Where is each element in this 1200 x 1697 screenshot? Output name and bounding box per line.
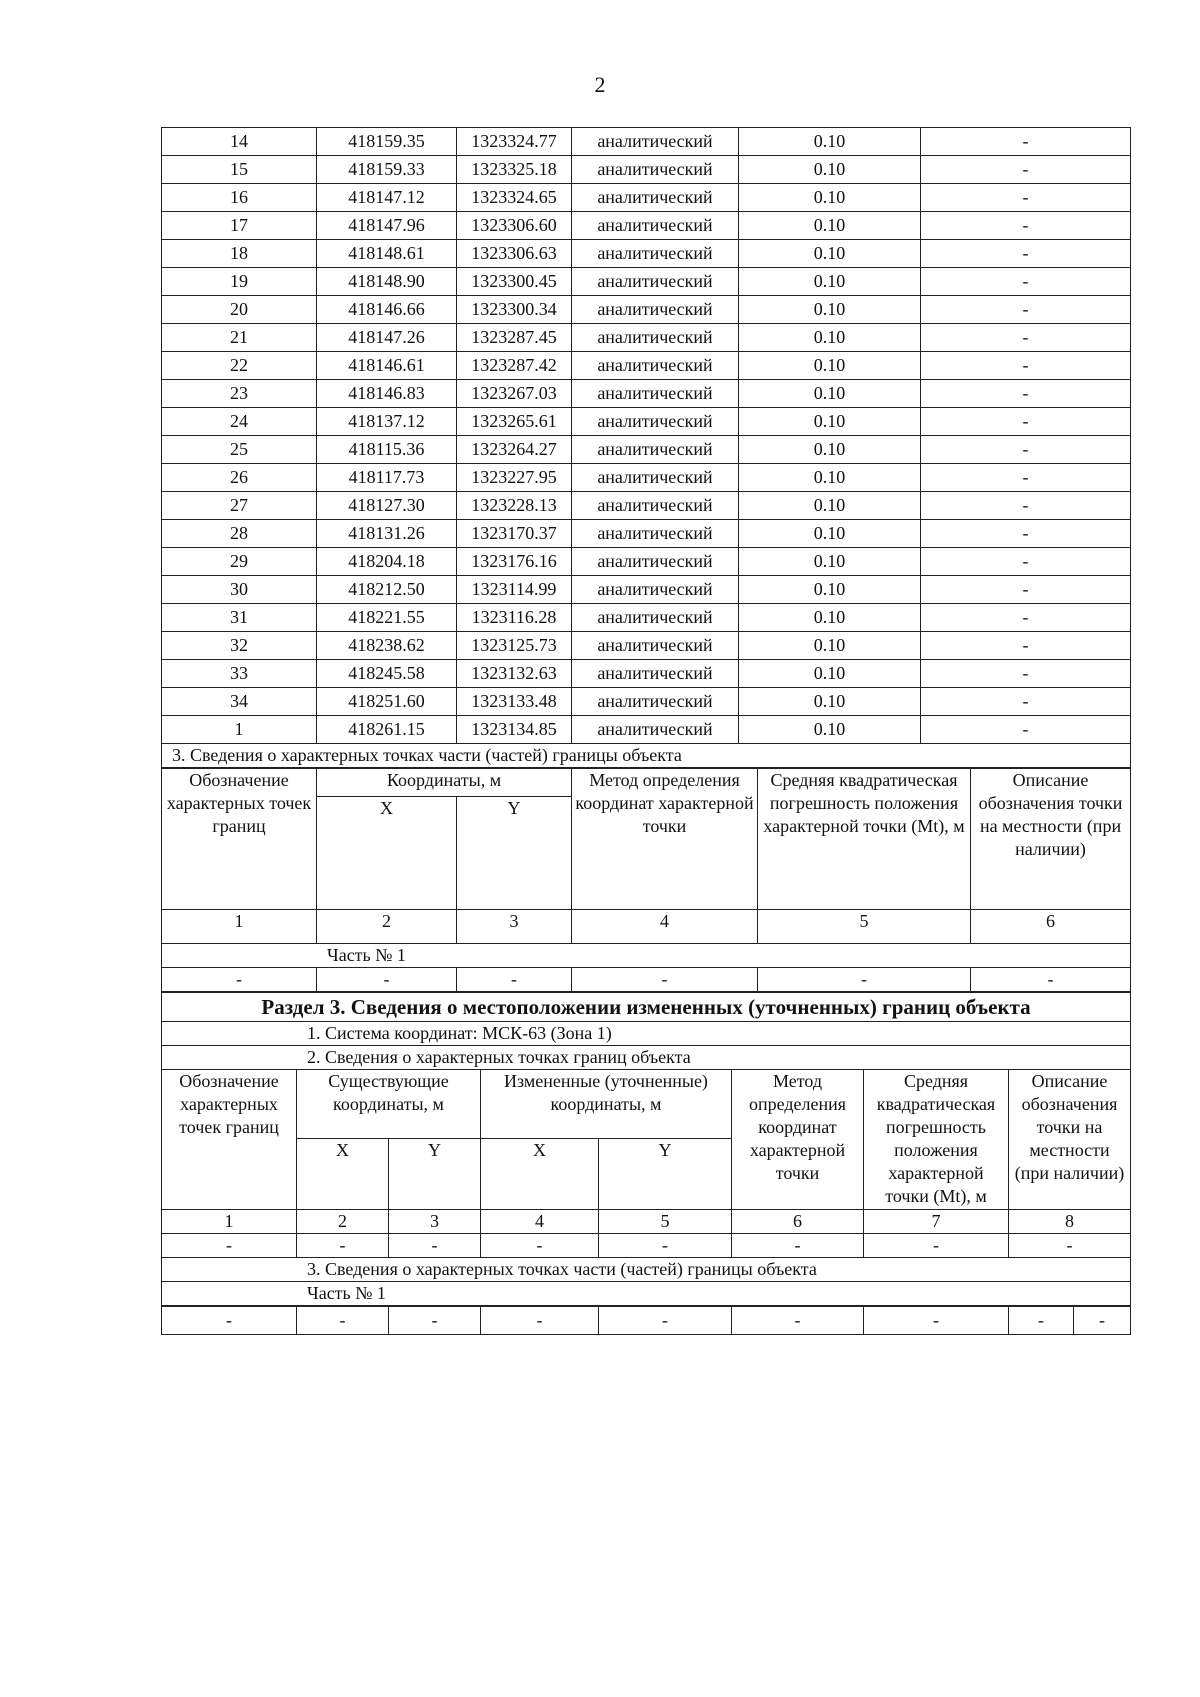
header-designation: Обозначение характерных точек границ: [162, 769, 317, 910]
point-cell-3: 1323227.95: [457, 464, 572, 492]
table-row: [162, 240, 1131, 268]
s3-part-empty-row: [162, 1307, 1131, 1335]
part-colnum-cell-4: 4: [572, 910, 758, 944]
table-row: [162, 604, 1131, 632]
point-cell-1: 26: [162, 464, 317, 492]
part-empty-row: [162, 968, 1131, 992]
point-cell-5: 0.10: [739, 156, 921, 184]
part-empty-cell-5: -: [758, 968, 971, 992]
point-cell-3: 1323306.60: [457, 212, 572, 240]
s3-part-label: Часть № 1: [162, 1282, 1131, 1306]
point-cell-5: 0.10: [739, 660, 921, 688]
point-cell-6: -: [921, 324, 1131, 352]
point-cell-5: 0.10: [739, 464, 921, 492]
point-cell-3: 1323325.18: [457, 156, 572, 184]
part-header-table: [161, 768, 1131, 992]
point-cell-2: 418245.58: [317, 660, 457, 688]
point-cell-1: 1: [162, 716, 317, 744]
table-row: [162, 688, 1131, 716]
table-row: [162, 212, 1131, 240]
point-cell-5: 0.10: [739, 128, 921, 156]
point-cell-5: 0.10: [739, 492, 921, 520]
point-cell-2: 418127.30: [317, 492, 457, 520]
point-cell-6: -: [921, 352, 1131, 380]
s3-colnum-cell-2: 2: [297, 1210, 389, 1234]
point-cell-5: 0.10: [739, 380, 921, 408]
part-empty-cell-1: -: [162, 968, 317, 992]
s3-header-designation: Обозначение характерных точек границ: [162, 1070, 297, 1210]
part-colnum-cell-5: 5: [758, 910, 971, 944]
point-cell-4: аналитический: [572, 660, 739, 688]
point-cell-6: -: [921, 128, 1131, 156]
point-cell-1: 28: [162, 520, 317, 548]
point-cell-4: аналитический: [572, 688, 739, 716]
s3-empty-cell-5: -: [599, 1234, 732, 1258]
point-cell-3: 1323116.28: [457, 604, 572, 632]
part-colnum-cell-1: 1: [162, 910, 317, 944]
point-cell-4: аналитический: [572, 240, 739, 268]
table-row: [162, 520, 1131, 548]
point-cell-6: -: [921, 632, 1131, 660]
point-cell-4: аналитический: [572, 296, 739, 324]
part-empty-cell-2: -: [317, 968, 457, 992]
header-x: X: [317, 797, 457, 910]
point-cell-1: 18: [162, 240, 317, 268]
header-method: Метод определения координат характерной точки: [572, 769, 758, 910]
document-body: [161, 127, 1130, 1335]
point-cell-1: 20: [162, 296, 317, 324]
s3-colnum-cell-5: 5: [599, 1210, 732, 1234]
point-cell-3: 1323300.34: [457, 296, 572, 324]
s3-caption3: 3. Сведения о характерных точках части (частей) границы объекта: [162, 1258, 1131, 1282]
point-cell-5: 0.10: [739, 632, 921, 660]
point-cell-6: -: [921, 408, 1131, 436]
table-row: [162, 436, 1131, 464]
point-cell-1: 19: [162, 268, 317, 296]
point-cell-6: -: [921, 156, 1131, 184]
table-row: [162, 156, 1131, 184]
table-row: [162, 324, 1131, 352]
s3-empty-cell-1: -: [162, 1234, 297, 1258]
s3-part-empty-cell-8: -: [1009, 1307, 1074, 1335]
point-cell-3: 1323125.73: [457, 632, 572, 660]
point-cell-2: 418117.73: [317, 464, 457, 492]
point-cell-2: 418159.35: [317, 128, 457, 156]
s3-header-existing-x: X: [297, 1139, 389, 1210]
s3-empty-cell-8: -: [1009, 1234, 1131, 1258]
point-cell-6: -: [921, 604, 1131, 632]
table-row: [162, 380, 1131, 408]
s3-header-changed-x: X: [481, 1139, 599, 1210]
point-cell-2: 418137.12: [317, 408, 457, 436]
table-row: [162, 464, 1131, 492]
point-cell-5: 0.10: [739, 520, 921, 548]
point-cell-6: -: [921, 660, 1131, 688]
header-y: Y: [457, 797, 572, 910]
part-colnum-cell-6: 6: [971, 910, 1131, 944]
point-cell-2: 418261.15: [317, 716, 457, 744]
point-cell-2: 418146.83: [317, 380, 457, 408]
point-cell-5: 0.10: [739, 240, 921, 268]
point-cell-3: 1323287.42: [457, 352, 572, 380]
point-cell-3: 1323264.27: [457, 436, 572, 464]
s3-empty-cell-7: -: [864, 1234, 1009, 1258]
s3-part-empty-cell-3: -: [389, 1307, 481, 1335]
point-cell-6: -: [921, 548, 1131, 576]
point-cell-5: 0.10: [739, 324, 921, 352]
point-cell-1: 14: [162, 128, 317, 156]
point-cell-5: 0.10: [739, 548, 921, 576]
point-cell-1: 23: [162, 380, 317, 408]
point-cell-4: аналитический: [572, 408, 739, 436]
point-cell-4: аналитический: [572, 324, 739, 352]
coordinate-system: 1. Система координат: МСК-63 (Зона 1): [162, 1022, 1131, 1046]
s3-part-empty-cell-7: -: [864, 1307, 1009, 1335]
s3-empty-cell-2: -: [297, 1234, 389, 1258]
point-cell-4: аналитический: [572, 156, 739, 184]
point-cell-1: 16: [162, 184, 317, 212]
point-cell-4: аналитический: [572, 212, 739, 240]
point-cell-6: -: [921, 576, 1131, 604]
point-cell-5: 0.10: [739, 296, 921, 324]
point-cell-2: 418204.18: [317, 548, 457, 576]
point-cell-4: аналитический: [572, 436, 739, 464]
point-cell-2: 418146.66: [317, 296, 457, 324]
table-row: [162, 268, 1131, 296]
s3-colnum-cell-4: 4: [481, 1210, 599, 1234]
s3-part-empty-cell-4: -: [481, 1307, 599, 1335]
point-cell-3: 1323132.63: [457, 660, 572, 688]
part-column-numbers: [162, 910, 1131, 944]
table-row: [162, 660, 1131, 688]
point-cell-2: 418212.50: [317, 576, 457, 604]
point-cell-2: 418147.12: [317, 184, 457, 212]
point-cell-1: 15: [162, 156, 317, 184]
point-cell-4: аналитический: [572, 128, 739, 156]
point-cell-6: -: [921, 268, 1131, 296]
section3-title: Раздел 3. Сведения о местоположении измененных (уточненных) границ объекта: [162, 993, 1131, 1022]
s3-colnum-cell-1: 1: [162, 1210, 297, 1234]
point-cell-4: аналитический: [572, 380, 739, 408]
point-cell-5: 0.10: [739, 688, 921, 716]
point-cell-4: аналитический: [572, 716, 739, 744]
point-cell-1: 32: [162, 632, 317, 660]
point-cell-6: -: [921, 716, 1131, 744]
point-cell-3: 1323300.45: [457, 268, 572, 296]
table-row: [162, 548, 1131, 576]
part-colnum-cell-2: 2: [317, 910, 457, 944]
table-row: [162, 128, 1131, 156]
point-cell-2: 418146.61: [317, 352, 457, 380]
point-cell-1: 17: [162, 212, 317, 240]
s3-header-existing: Существующие координаты, м: [297, 1070, 481, 1139]
section3-caption2: 2. Сведения о характерных точках границ объекта: [162, 1046, 1131, 1070]
header-description: Описание обозначения точки на местности (при наличии): [971, 769, 1131, 910]
point-cell-5: 0.10: [739, 268, 921, 296]
point-cell-3: 1323324.65: [457, 184, 572, 212]
section3-table: [161, 992, 1131, 1306]
point-cell-6: -: [921, 688, 1131, 716]
points-table: [161, 127, 1131, 768]
point-cell-4: аналитический: [572, 184, 739, 212]
point-cell-3: 1323324.77: [457, 128, 572, 156]
s3-part-empty-cell-9: -: [1074, 1307, 1131, 1335]
point-cell-4: аналитический: [572, 492, 739, 520]
point-cell-3: 1323133.48: [457, 688, 572, 716]
s3-empty-cell-3: -: [389, 1234, 481, 1258]
s3-empty-cell-4: -: [481, 1234, 599, 1258]
s3-colnum-cell-8: 8: [1009, 1210, 1131, 1234]
point-cell-5: 0.10: [739, 576, 921, 604]
point-cell-3: 1323170.37: [457, 520, 572, 548]
table-row: [162, 576, 1131, 604]
point-cell-5: 0.10: [739, 184, 921, 212]
s3-header-method: Метод определения координат характерной точки: [732, 1070, 864, 1210]
s3-part-empty-table: [161, 1306, 1131, 1335]
part-section: [162, 744, 1131, 768]
point-cell-1: 24: [162, 408, 317, 436]
part-colnum-cell-3: 3: [457, 910, 572, 944]
header-error: Средняя квадратическая погрешность положения характерной точки (Mt), м: [758, 769, 971, 910]
point-cell-6: -: [921, 380, 1131, 408]
point-cell-3: 1323265.61: [457, 408, 572, 436]
page-number: 2: [594, 72, 606, 97]
s3-empty-cell-6: -: [732, 1234, 864, 1258]
point-cell-1: 21: [162, 324, 317, 352]
point-cell-6: -: [921, 184, 1131, 212]
point-cell-2: 418148.90: [317, 268, 457, 296]
point-cell-2: 418238.62: [317, 632, 457, 660]
part-empty-cell-4: -: [572, 968, 758, 992]
point-cell-5: 0.10: [739, 716, 921, 744]
s3-header-existing-y: Y: [389, 1139, 481, 1210]
point-cell-6: -: [921, 240, 1131, 268]
point-cell-3: 1323176.16: [457, 548, 572, 576]
point-cell-3: 1323287.45: [457, 324, 572, 352]
table-row: [162, 716, 1131, 744]
point-cell-6: -: [921, 212, 1131, 240]
point-cell-3: 1323306.63: [457, 240, 572, 268]
point-cell-1: 30: [162, 576, 317, 604]
point-cell-4: аналитический: [572, 604, 739, 632]
point-cell-6: -: [921, 296, 1131, 324]
point-cell-6: -: [921, 464, 1131, 492]
point-cell-1: 22: [162, 352, 317, 380]
point-cell-4: аналитический: [572, 576, 739, 604]
point-cell-3: 1323114.99: [457, 576, 572, 604]
point-cell-2: 418131.26: [317, 520, 457, 548]
point-cell-2: 418221.55: [317, 604, 457, 632]
part-label: Часть № 1: [162, 944, 1131, 968]
point-cell-2: 418147.96: [317, 212, 457, 240]
point-cell-2: 418147.26: [317, 324, 457, 352]
point-cell-2: 418159.33: [317, 156, 457, 184]
point-cell-3: 1323228.13: [457, 492, 572, 520]
point-cell-2: 418251.60: [317, 688, 457, 716]
s3-header-description: Описание обозначения точки на местности (при наличии): [1009, 1070, 1131, 1210]
s3-header-error: Средняя квадратическая погрешность положения характерной точки (Mt), м: [864, 1070, 1009, 1210]
point-cell-1: 25: [162, 436, 317, 464]
point-cell-2: 418148.61: [317, 240, 457, 268]
s3-column-numbers: [162, 1210, 1131, 1234]
point-cell-4: аналитический: [572, 464, 739, 492]
point-cell-4: аналитический: [572, 520, 739, 548]
table-row: [162, 352, 1131, 380]
points-table-body: [162, 128, 1131, 744]
table-row: [162, 492, 1131, 520]
s3-header-changed: Измененные (уточненные) координаты, м: [481, 1070, 732, 1139]
point-cell-5: 0.10: [739, 352, 921, 380]
point-cell-5: 0.10: [739, 212, 921, 240]
part-section-caption: 3. Сведения о характерных точках части (частей) границы объекта: [162, 744, 1131, 768]
point-cell-5: 0.10: [739, 408, 921, 436]
point-cell-6: -: [921, 436, 1131, 464]
point-cell-6: -: [921, 492, 1131, 520]
s3-part-empty-cell-1: -: [162, 1307, 297, 1335]
table-row: [162, 632, 1131, 660]
table-row: [162, 296, 1131, 324]
point-cell-1: 27: [162, 492, 317, 520]
point-cell-1: 31: [162, 604, 317, 632]
s3-part-empty-cell-2: -: [297, 1307, 389, 1335]
point-cell-3: 1323134.85: [457, 716, 572, 744]
point-cell-1: 29: [162, 548, 317, 576]
point-cell-1: 33: [162, 660, 317, 688]
table-row: [162, 408, 1131, 436]
s3-colnum-cell-7: 7: [864, 1210, 1009, 1234]
s3-header-changed-y: Y: [599, 1139, 732, 1210]
point-cell-5: 0.10: [739, 604, 921, 632]
part-empty-cell-3: -: [457, 968, 572, 992]
point-cell-6: -: [921, 520, 1131, 548]
s3-colnum-cell-6: 6: [732, 1210, 864, 1234]
point-cell-4: аналитический: [572, 352, 739, 380]
s3-part-empty-cell-6: -: [732, 1307, 864, 1335]
point-cell-1: 34: [162, 688, 317, 716]
s3-part-empty-cell-5: -: [599, 1307, 732, 1335]
point-cell-4: аналитический: [572, 632, 739, 660]
point-cell-5: 0.10: [739, 436, 921, 464]
point-cell-3: 1323267.03: [457, 380, 572, 408]
header-coordinates: Координаты, м: [317, 769, 572, 797]
s3-empty-row: [162, 1234, 1131, 1258]
point-cell-4: аналитический: [572, 268, 739, 296]
s3-colnum-cell-3: 3: [389, 1210, 481, 1234]
point-cell-2: 418115.36: [317, 436, 457, 464]
table-row: [162, 184, 1131, 212]
point-cell-4: аналитический: [572, 548, 739, 576]
part-empty-cell-6: -: [971, 968, 1131, 992]
